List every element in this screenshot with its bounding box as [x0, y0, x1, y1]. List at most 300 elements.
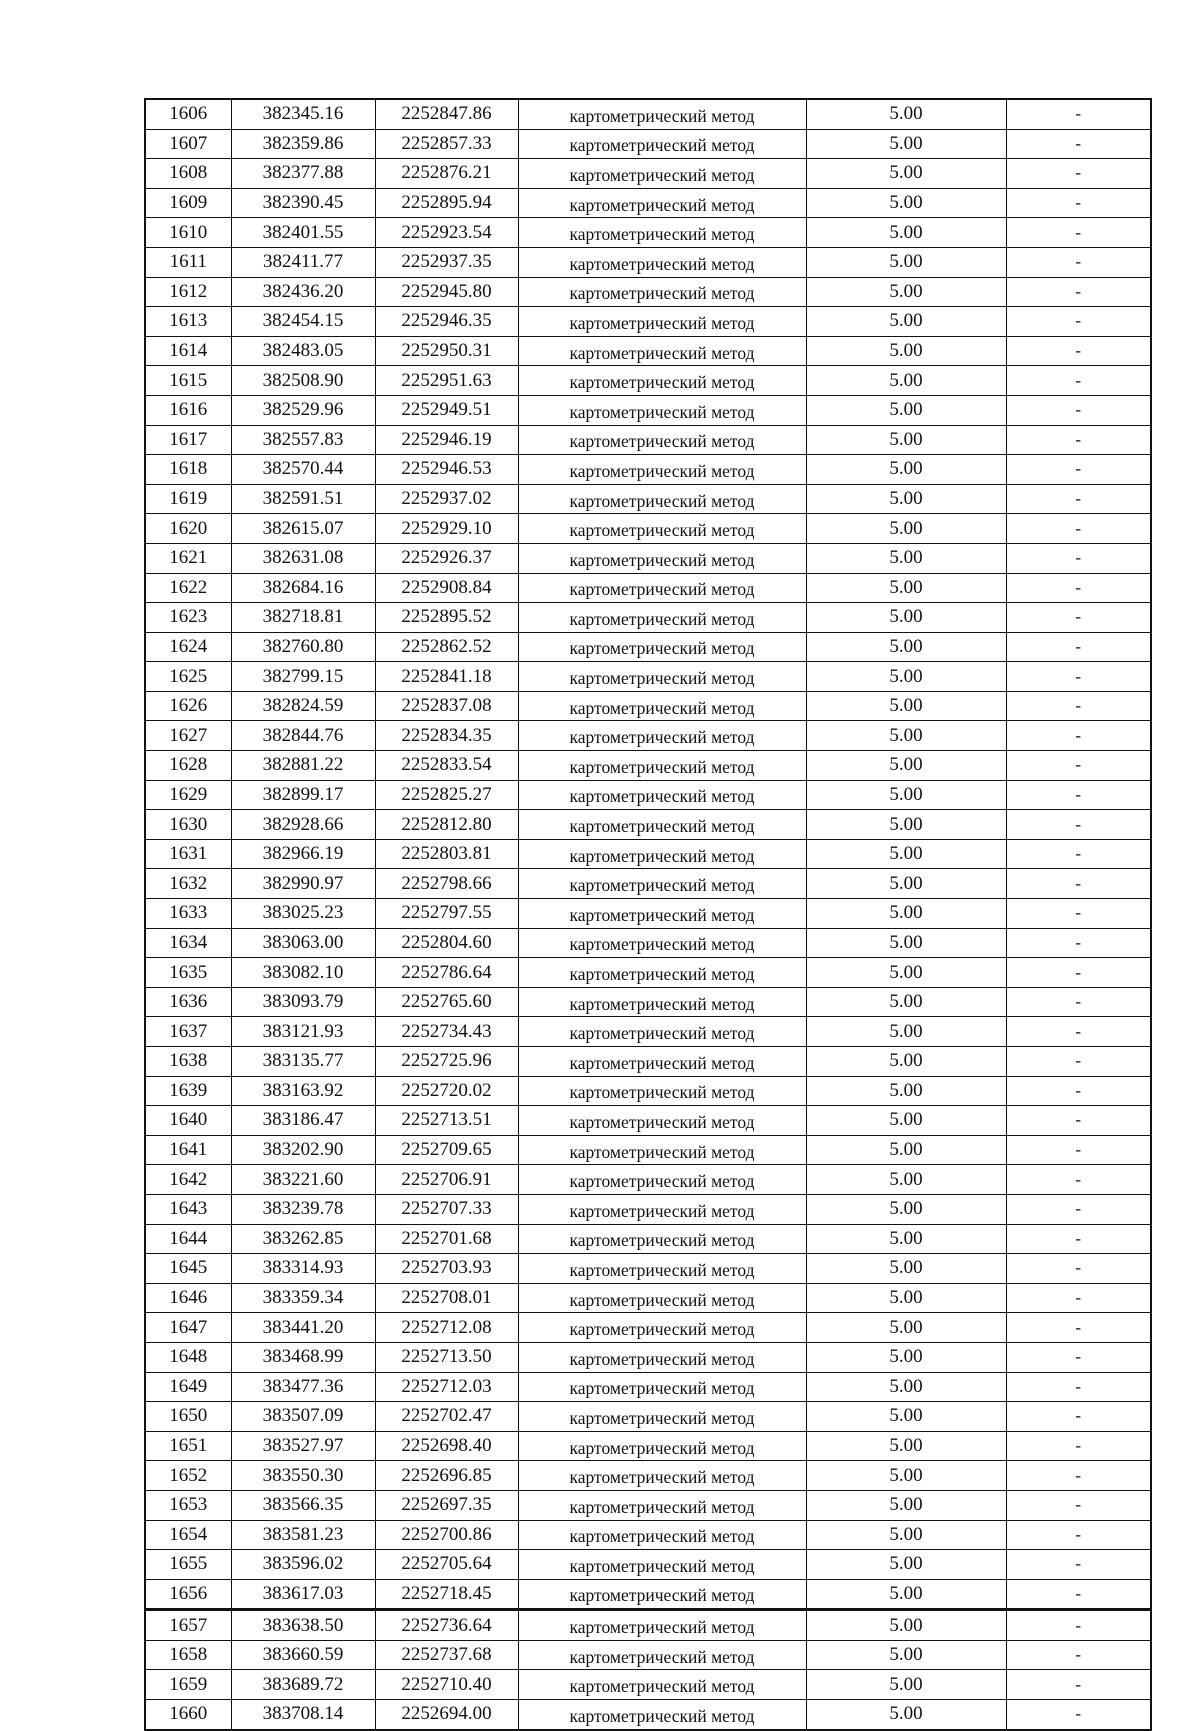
y-coordinate-cell: 2252725.96: [375, 1047, 518, 1077]
y-coordinate-cell: 2252798.66: [375, 869, 518, 899]
point-number-cell: 1638: [145, 1047, 231, 1077]
table-row: [145, 1579, 1151, 1610]
y-coordinate-cell: 2252718.45: [375, 1579, 518, 1610]
x-coordinate-cell: 383314.93: [231, 1254, 375, 1284]
table-row: [145, 1194, 1151, 1224]
point-number-cell: 1655: [145, 1550, 231, 1580]
x-coordinate-cell: 382966.19: [231, 839, 375, 869]
point-number-cell: 1656: [145, 1579, 231, 1610]
method-cell: картометрический метод: [518, 1342, 806, 1372]
accuracy-cell: 5.00: [806, 336, 1006, 366]
method-cell: картометрический метод: [518, 1254, 806, 1284]
method-cell: картометрический метод: [518, 691, 806, 721]
method-cell: картометрический метод: [518, 869, 806, 899]
description-cell: -: [1006, 899, 1151, 929]
point-number-cell: 1615: [145, 366, 231, 396]
y-coordinate-cell: 2252946.19: [375, 425, 518, 455]
description-cell: -: [1006, 1372, 1151, 1402]
y-coordinate-cell: 2252734.43: [375, 1017, 518, 1047]
table-row: [145, 218, 1151, 248]
x-coordinate-cell: 382990.97: [231, 869, 375, 899]
description-cell: -: [1006, 1402, 1151, 1432]
description-cell: -: [1006, 1461, 1151, 1491]
x-coordinate-cell: 383163.92: [231, 1076, 375, 1106]
accuracy-cell: 5.00: [806, 987, 1006, 1017]
description-cell: -: [1006, 366, 1151, 396]
description-cell: -: [1006, 1283, 1151, 1313]
accuracy-cell: 5.00: [806, 1313, 1006, 1343]
point-number-cell: 1612: [145, 277, 231, 307]
point-number-cell: 1635: [145, 958, 231, 988]
method-cell: картометрический метод: [518, 1550, 806, 1580]
table-row: [145, 958, 1151, 988]
x-coordinate-cell: 383708.14: [231, 1700, 375, 1730]
point-number-cell: 1641: [145, 1135, 231, 1165]
description-cell: -: [1006, 514, 1151, 544]
y-coordinate-cell: 2252876.21: [375, 159, 518, 189]
accuracy-cell: 5.00: [806, 721, 1006, 751]
description-cell: -: [1006, 1047, 1151, 1077]
description-cell: -: [1006, 484, 1151, 514]
point-number-cell: 1621: [145, 543, 231, 573]
accuracy-cell: 5.00: [806, 573, 1006, 603]
method-cell: картометрический метод: [518, 188, 806, 218]
table-row: [145, 810, 1151, 840]
point-number-cell: 1634: [145, 928, 231, 958]
y-coordinate-cell: 2252949.51: [375, 395, 518, 425]
table-row: [145, 603, 1151, 633]
y-coordinate-cell: 2252786.64: [375, 958, 518, 988]
accuracy-cell: 5.00: [806, 1490, 1006, 1520]
x-coordinate-cell: 383025.23: [231, 899, 375, 929]
x-coordinate-cell: 382631.08: [231, 543, 375, 573]
method-cell: картометрический метод: [518, 632, 806, 662]
accuracy-cell: 5.00: [806, 1342, 1006, 1372]
y-coordinate-cell: 2252895.94: [375, 188, 518, 218]
point-number-cell: 1606: [145, 99, 231, 129]
point-number-cell: 1609: [145, 188, 231, 218]
table-row: [145, 1700, 1151, 1730]
point-number-cell: 1619: [145, 484, 231, 514]
description-cell: -: [1006, 218, 1151, 248]
table-row: [145, 1313, 1151, 1343]
table-row: [145, 484, 1151, 514]
point-number-cell: 1614: [145, 336, 231, 366]
table-row: [145, 839, 1151, 869]
accuracy-cell: 5.00: [806, 810, 1006, 840]
y-coordinate-cell: 2252797.55: [375, 899, 518, 929]
point-number-cell: 1625: [145, 662, 231, 692]
description-cell: -: [1006, 425, 1151, 455]
method-cell: картометрический метод: [518, 307, 806, 337]
accuracy-cell: 5.00: [806, 839, 1006, 869]
description-cell: -: [1006, 159, 1151, 189]
description-cell: -: [1006, 1342, 1151, 1372]
method-cell: картометрический метод: [518, 810, 806, 840]
method-cell: картометрический метод: [518, 1670, 806, 1700]
x-coordinate-cell: 382799.15: [231, 662, 375, 692]
accuracy-cell: 5.00: [806, 1550, 1006, 1580]
accuracy-cell: 5.00: [806, 366, 1006, 396]
table-row: [145, 514, 1151, 544]
y-coordinate-cell: 2252847.86: [375, 99, 518, 129]
description-cell: -: [1006, 188, 1151, 218]
y-coordinate-cell: 2252713.51: [375, 1106, 518, 1136]
y-coordinate-cell: 2252710.40: [375, 1670, 518, 1700]
description-cell: -: [1006, 721, 1151, 751]
x-coordinate-cell: 382684.16: [231, 573, 375, 603]
point-number-cell: 1607: [145, 129, 231, 159]
description-cell: -: [1006, 1135, 1151, 1165]
x-coordinate-cell: 382570.44: [231, 455, 375, 485]
method-cell: картометрический метод: [518, 336, 806, 366]
y-coordinate-cell: 2252706.91: [375, 1165, 518, 1195]
point-number-cell: 1640: [145, 1106, 231, 1136]
x-coordinate-cell: 382844.76: [231, 721, 375, 751]
accuracy-cell: 5.00: [806, 1670, 1006, 1700]
x-coordinate-cell: 382615.07: [231, 514, 375, 544]
description-cell: -: [1006, 780, 1151, 810]
y-coordinate-cell: 2252945.80: [375, 277, 518, 307]
method-cell: картометрический метод: [518, 395, 806, 425]
method-cell: картометрический метод: [518, 839, 806, 869]
point-number-cell: 1622: [145, 573, 231, 603]
table-row: [145, 395, 1151, 425]
point-number-cell: 1652: [145, 1461, 231, 1491]
point-number-cell: 1632: [145, 869, 231, 899]
point-number-cell: 1651: [145, 1431, 231, 1461]
y-coordinate-cell: 2252708.01: [375, 1283, 518, 1313]
x-coordinate-cell: 382483.05: [231, 336, 375, 366]
method-cell: картометрический метод: [518, 514, 806, 544]
accuracy-cell: 5.00: [806, 1076, 1006, 1106]
table-row: [145, 1520, 1151, 1550]
y-coordinate-cell: 2252804.60: [375, 928, 518, 958]
point-number-cell: 1646: [145, 1283, 231, 1313]
method-cell: картометрический метод: [518, 99, 806, 129]
y-coordinate-cell: 2252702.47: [375, 1402, 518, 1432]
x-coordinate-cell: 383617.03: [231, 1579, 375, 1610]
description-cell: -: [1006, 1224, 1151, 1254]
method-cell: картометрический метод: [518, 455, 806, 485]
y-coordinate-cell: 2252857.33: [375, 129, 518, 159]
table-row: [145, 159, 1151, 189]
x-coordinate-cell: 383262.85: [231, 1224, 375, 1254]
description-cell: -: [1006, 1640, 1151, 1670]
x-coordinate-cell: 383063.00: [231, 928, 375, 958]
table-row: [145, 1076, 1151, 1106]
method-cell: картометрический метод: [518, 899, 806, 929]
accuracy-cell: 5.00: [806, 99, 1006, 129]
point-number-cell: 1657: [145, 1610, 231, 1641]
x-coordinate-cell: 383239.78: [231, 1194, 375, 1224]
table-row: [145, 277, 1151, 307]
table-row: [145, 1610, 1151, 1641]
description-cell: -: [1006, 543, 1151, 573]
accuracy-cell: 5.00: [806, 484, 1006, 514]
accuracy-cell: 5.00: [806, 1135, 1006, 1165]
description-cell: -: [1006, 573, 1151, 603]
point-number-cell: 1613: [145, 307, 231, 337]
point-number-cell: 1620: [145, 514, 231, 544]
method-cell: картометрический метод: [518, 573, 806, 603]
description-cell: -: [1006, 1313, 1151, 1343]
x-coordinate-cell: 383441.20: [231, 1313, 375, 1343]
table-row: [145, 1670, 1151, 1700]
y-coordinate-cell: 2252937.02: [375, 484, 518, 514]
y-coordinate-cell: 2252841.18: [375, 662, 518, 692]
x-coordinate-cell: 383202.90: [231, 1135, 375, 1165]
table-row: [145, 780, 1151, 810]
x-coordinate-cell: 383135.77: [231, 1047, 375, 1077]
point-number-cell: 1654: [145, 1520, 231, 1550]
x-coordinate-cell: 383660.59: [231, 1640, 375, 1670]
accuracy-cell: 5.00: [806, 899, 1006, 929]
accuracy-cell: 5.00: [806, 1372, 1006, 1402]
accuracy-cell: 5.00: [806, 751, 1006, 781]
x-coordinate-cell: 383527.97: [231, 1431, 375, 1461]
point-number-cell: 1624: [145, 632, 231, 662]
accuracy-cell: 5.00: [806, 1194, 1006, 1224]
method-cell: картометрический метод: [518, 1700, 806, 1730]
description-cell: -: [1006, 751, 1151, 781]
accuracy-cell: 5.00: [806, 1047, 1006, 1077]
description-cell: -: [1006, 336, 1151, 366]
point-number-cell: 1648: [145, 1342, 231, 1372]
x-coordinate-cell: 383477.36: [231, 1372, 375, 1402]
point-number-cell: 1650: [145, 1402, 231, 1432]
x-coordinate-cell: 382377.88: [231, 159, 375, 189]
accuracy-cell: 5.00: [806, 129, 1006, 159]
x-coordinate-cell: 382508.90: [231, 366, 375, 396]
description-cell: -: [1006, 395, 1151, 425]
accuracy-cell: 5.00: [806, 425, 1006, 455]
accuracy-cell: 5.00: [806, 395, 1006, 425]
point-number-cell: 1644: [145, 1224, 231, 1254]
y-coordinate-cell: 2252862.52: [375, 632, 518, 662]
accuracy-cell: 5.00: [806, 1431, 1006, 1461]
y-coordinate-cell: 2252825.27: [375, 780, 518, 810]
accuracy-cell: 5.00: [806, 662, 1006, 692]
description-cell: -: [1006, 662, 1151, 692]
x-coordinate-cell: 382436.20: [231, 277, 375, 307]
description-cell: -: [1006, 839, 1151, 869]
x-coordinate-cell: 382591.51: [231, 484, 375, 514]
table-row: [145, 1431, 1151, 1461]
y-coordinate-cell: 2252926.37: [375, 543, 518, 573]
x-coordinate-cell: 383093.79: [231, 987, 375, 1017]
coordinates-table: [144, 98, 1152, 1731]
description-cell: -: [1006, 1165, 1151, 1195]
x-coordinate-cell: 382454.15: [231, 307, 375, 337]
x-coordinate-cell: 383550.30: [231, 1461, 375, 1491]
x-coordinate-cell: 383468.99: [231, 1342, 375, 1372]
accuracy-cell: 5.00: [806, 1017, 1006, 1047]
method-cell: картометрический метод: [518, 603, 806, 633]
table-row: [145, 1283, 1151, 1313]
point-number-cell: 1618: [145, 455, 231, 485]
method-cell: картометрический метод: [518, 662, 806, 692]
accuracy-cell: 5.00: [806, 632, 1006, 662]
table-row: [145, 1640, 1151, 1670]
point-number-cell: 1608: [145, 159, 231, 189]
point-number-cell: 1647: [145, 1313, 231, 1343]
x-coordinate-cell: 382390.45: [231, 188, 375, 218]
table-row: [145, 751, 1151, 781]
description-cell: -: [1006, 1194, 1151, 1224]
y-coordinate-cell: 2252834.35: [375, 721, 518, 751]
method-cell: картометрический метод: [518, 721, 806, 751]
description-cell: -: [1006, 958, 1151, 988]
method-cell: картометрический метод: [518, 1047, 806, 1077]
accuracy-cell: 5.00: [806, 1640, 1006, 1670]
method-cell: картометрический метод: [518, 1135, 806, 1165]
y-coordinate-cell: 2252765.60: [375, 987, 518, 1017]
accuracy-cell: 5.00: [806, 1610, 1006, 1641]
description-cell: -: [1006, 247, 1151, 277]
description-cell: -: [1006, 99, 1151, 129]
method-cell: картометрический метод: [518, 1610, 806, 1641]
accuracy-cell: 5.00: [806, 603, 1006, 633]
table-row: [145, 573, 1151, 603]
table-row: [145, 1254, 1151, 1284]
table-row: [145, 721, 1151, 751]
method-cell: картометрический метод: [518, 987, 806, 1017]
description-cell: -: [1006, 1670, 1151, 1700]
table-row: [145, 336, 1151, 366]
point-number-cell: 1658: [145, 1640, 231, 1670]
accuracy-cell: 5.00: [806, 691, 1006, 721]
y-coordinate-cell: 2252712.03: [375, 1372, 518, 1402]
y-coordinate-cell: 2252703.93: [375, 1254, 518, 1284]
table-row: [145, 188, 1151, 218]
table-row: [145, 129, 1151, 159]
point-number-cell: 1636: [145, 987, 231, 1017]
method-cell: картометрический метод: [518, 1461, 806, 1491]
point-number-cell: 1633: [145, 899, 231, 929]
y-coordinate-cell: 2252937.35: [375, 247, 518, 277]
method-cell: картометрический метод: [518, 1076, 806, 1106]
description-cell: -: [1006, 455, 1151, 485]
point-number-cell: 1623: [145, 603, 231, 633]
point-number-cell: 1628: [145, 751, 231, 781]
x-coordinate-cell: 383359.34: [231, 1283, 375, 1313]
method-cell: картометрический метод: [518, 1490, 806, 1520]
description-cell: -: [1006, 1431, 1151, 1461]
accuracy-cell: 5.00: [806, 1520, 1006, 1550]
point-number-cell: 1637: [145, 1017, 231, 1047]
point-number-cell: 1629: [145, 780, 231, 810]
method-cell: картометрический метод: [518, 1431, 806, 1461]
y-coordinate-cell: 2252713.50: [375, 1342, 518, 1372]
y-coordinate-cell: 2252694.00: [375, 1700, 518, 1730]
x-coordinate-cell: 383186.47: [231, 1106, 375, 1136]
method-cell: картометрический метод: [518, 1224, 806, 1254]
point-number-cell: 1659: [145, 1670, 231, 1700]
table-row: [145, 1342, 1151, 1372]
accuracy-cell: 5.00: [806, 247, 1006, 277]
description-cell: -: [1006, 632, 1151, 662]
table-row: [145, 987, 1151, 1017]
table-row: [145, 1461, 1151, 1491]
description-cell: -: [1006, 129, 1151, 159]
accuracy-cell: 5.00: [806, 218, 1006, 248]
description-cell: -: [1006, 1254, 1151, 1284]
point-number-cell: 1660: [145, 1700, 231, 1730]
point-number-cell: 1645: [145, 1254, 231, 1284]
point-number-cell: 1627: [145, 721, 231, 751]
method-cell: картометрический метод: [518, 1106, 806, 1136]
accuracy-cell: 5.00: [806, 1700, 1006, 1730]
y-coordinate-cell: 2252951.63: [375, 366, 518, 396]
table-row: [145, 247, 1151, 277]
accuracy-cell: 5.00: [806, 1283, 1006, 1313]
point-number-cell: 1617: [145, 425, 231, 455]
accuracy-cell: 5.00: [806, 780, 1006, 810]
method-cell: картометрический метод: [518, 1283, 806, 1313]
method-cell: картометрический метод: [518, 958, 806, 988]
y-coordinate-cell: 2252812.80: [375, 810, 518, 840]
method-cell: картометрический метод: [518, 1579, 806, 1610]
x-coordinate-cell: 382881.22: [231, 751, 375, 781]
accuracy-cell: 5.00: [806, 1579, 1006, 1610]
table-row: [145, 543, 1151, 573]
x-coordinate-cell: 383596.02: [231, 1550, 375, 1580]
point-number-cell: 1642: [145, 1165, 231, 1195]
table-row: [145, 662, 1151, 692]
method-cell: картометрический метод: [518, 928, 806, 958]
x-coordinate-cell: 382401.55: [231, 218, 375, 248]
y-coordinate-cell: 2252736.64: [375, 1610, 518, 1641]
description-cell: -: [1006, 691, 1151, 721]
table-row: [145, 99, 1151, 129]
accuracy-cell: 5.00: [806, 869, 1006, 899]
table-row: [145, 455, 1151, 485]
y-coordinate-cell: 2252712.08: [375, 1313, 518, 1343]
accuracy-cell: 5.00: [806, 277, 1006, 307]
table-row: [145, 691, 1151, 721]
point-number-cell: 1610: [145, 218, 231, 248]
description-cell: -: [1006, 1610, 1151, 1641]
accuracy-cell: 5.00: [806, 1165, 1006, 1195]
accuracy-cell: 5.00: [806, 1254, 1006, 1284]
method-cell: картометрический метод: [518, 780, 806, 810]
method-cell: картометрический метод: [518, 751, 806, 781]
method-cell: картометрический метод: [518, 366, 806, 396]
description-cell: -: [1006, 928, 1151, 958]
table-row: [145, 1224, 1151, 1254]
method-cell: картометрический метод: [518, 1313, 806, 1343]
y-coordinate-cell: 2252803.81: [375, 839, 518, 869]
y-coordinate-cell: 2252950.31: [375, 336, 518, 366]
y-coordinate-cell: 2252946.35: [375, 307, 518, 337]
point-number-cell: 1611: [145, 247, 231, 277]
y-coordinate-cell: 2252929.10: [375, 514, 518, 544]
y-coordinate-cell: 2252698.40: [375, 1431, 518, 1461]
accuracy-cell: 5.00: [806, 1461, 1006, 1491]
x-coordinate-cell: 383689.72: [231, 1670, 375, 1700]
point-number-cell: 1630: [145, 810, 231, 840]
x-coordinate-cell: 383638.50: [231, 1610, 375, 1641]
x-coordinate-cell: 383507.09: [231, 1402, 375, 1432]
table-row: [145, 928, 1151, 958]
table-row: [145, 366, 1151, 396]
point-number-cell: 1639: [145, 1076, 231, 1106]
y-coordinate-cell: 2252737.68: [375, 1640, 518, 1670]
x-coordinate-cell: 382345.16: [231, 99, 375, 129]
description-cell: -: [1006, 307, 1151, 337]
table-row: [145, 899, 1151, 929]
